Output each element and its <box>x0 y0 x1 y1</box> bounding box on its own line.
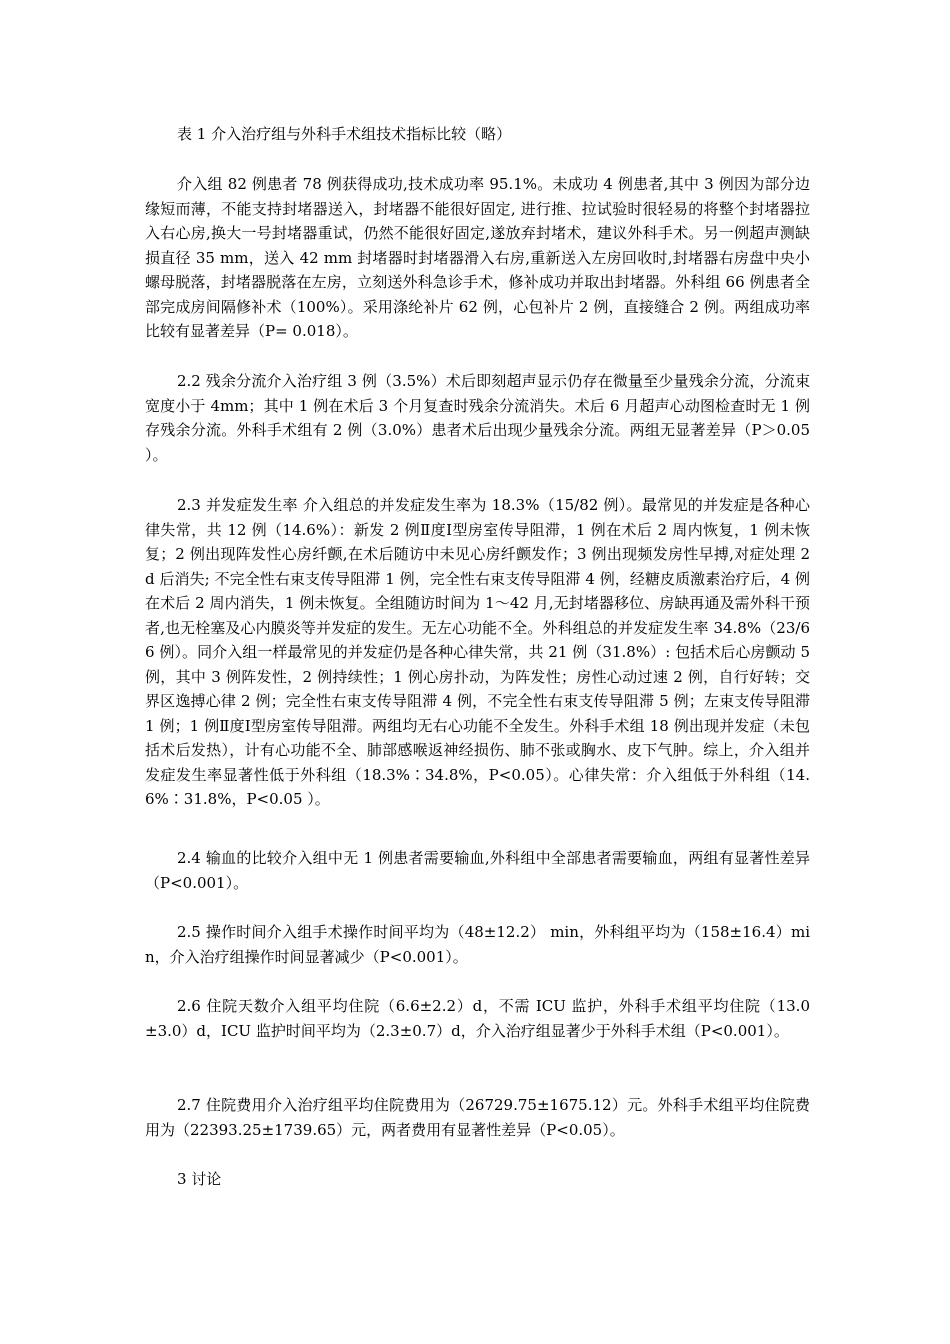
table-caption: 表 1 介入治疗组与外科手术组技术指标比较（略） <box>177 125 512 143</box>
paragraph-hospital-cost: 2.7 住院费用介入治疗组平均住院费用为（26729.75±1675.12）元。外科手术组平均住院费用为（22393.25±1739.65）元，两者费用有显著性差异（P<0.05）。 <box>145 1096 810 1139</box>
paragraph-complications: 2.3 并发症发生率 介入组总的并发症发生率为 18.3%（15/82 例）。最常见的并发症是各种心律失常，共 12 例（14.6%）：新发 2 例Ⅱ度Ⅰ型房室传导阻滞，1 例在术后 2 周内恢复，1 例未恢复；2 例出现阵发性心房纤颤,在术后随访中未见心房纤颤发作；3 例出现频发房性早搏,对症处理 2 d 后消失; 不完全性右束支传导阻滞 1 例，完全性右束支传导阻滞 4 例，经糖皮质激素治疗后，4 例在术后 2 周内消失，1 例未恢复。全组随访时间为 1～42 月,无封堵器移位、房缺再通及需外科干预者,也无栓塞及心内膜炎等并发症的发生。无左心功能不全。外科组总的并发症发生率 34.8%（23/66 例）。同介入组一样最常见的并发症仍是各种心律失常，共 21 例（31.8%）: 包括术后心房颤动 5 例，其中 3 例阵发性，2 例持续性；1 例心房扑动，为阵发性；房性心动过速 2 例，自行好转；交界区逸搏心律 2 例；完全性右束支传导阻滞 4 例，不完全性右束支传导阻滞 5 例；左束支传导阻滞 1 例；1 例Ⅱ度Ⅰ型房室传导阻滞。两组均无右心功能不全发生。外科手术组 18 例出现并发症（未包括术后发热），计有心功能不全、肺部感喉返神经损伤、肺不张或胸水、皮下气肿。综上，介入组并发症发生率显著性低于外科组（18.3%∶34.8%，P<0.05）。心律失常：介入组低于外科组（14.6%∶31.8%，P<0.05 ）。 <box>145 496 810 808</box>
section-heading-discussion: 3 讨论 <box>177 1170 222 1188</box>
paragraph-success-rate: 介入组 82 例患者 78 例获得成功,技术成功率 95.1%。未成功 4 例患者,其中 3 例因为部分边缘短而薄，不能支持封堵器送入，封堵器不能很好固定, 进行推、拉试验时很轻易的将整个封堵器拉入右心房,换大一号封堵器重试，仍然不能很好固定,遂放弃封堵术，建议外科手术。另一例超声测缺损直径 35 mm，送入 42 mm 封堵器时封堵器滑入右房,重新送入左房回收时,封堵器右房盘中央小螺母脱落，封堵器脱落在左房，立刻送外科急诊手术，修补成功并取出封堵器。外科组 66 例患者全部完成房间隔修补术（100%）。采用涤纶补片 62 例，心包补片 2 例，直接缝合 2 例。两组成功率比较有显著差异（P= 0.018）。 <box>145 175 810 340</box>
paragraph-hospital-days: 2.6 住院天数介入组平均住院（6.6±2.2）d，不需 ICU 监护，外科手术组平均住院（13.0±3.0）d，ICU 监护时间平均为（2.3±0.7）d，介入治疗组显著少于外科手术组（P<0.001）。 <box>145 997 810 1040</box>
paragraph-residual-shunt: 2.2 残余分流介入治疗组 3 例（3.5%）术后即刻超声显示仍存在微量至少量残余分流，分流束宽度小于 4mm；其中 1 例在术后 3 个月复查时残余分流消失。术后 6 月超声心动图检查时无 1 例存残余分流。外科手术组有 2 例（3.0%）患者术后出现少量残余分流。两组无显著差异（P＞0.05 ）。 <box>145 372 810 464</box>
paragraph-operation-time: 2.5 操作时间介入组手术操作时间平均为（48±12.2） min，外科组平均为（158±16.4）min，介入治疗组操作时间显著减少（P<0.001）。 <box>145 923 810 966</box>
paragraph-transfusion: 2.4 输血的比较介入组中无 1 例患者需要输血,外科组中全部患者需要输血，两组有显著性差异（P<0.001）。 <box>145 849 810 892</box>
